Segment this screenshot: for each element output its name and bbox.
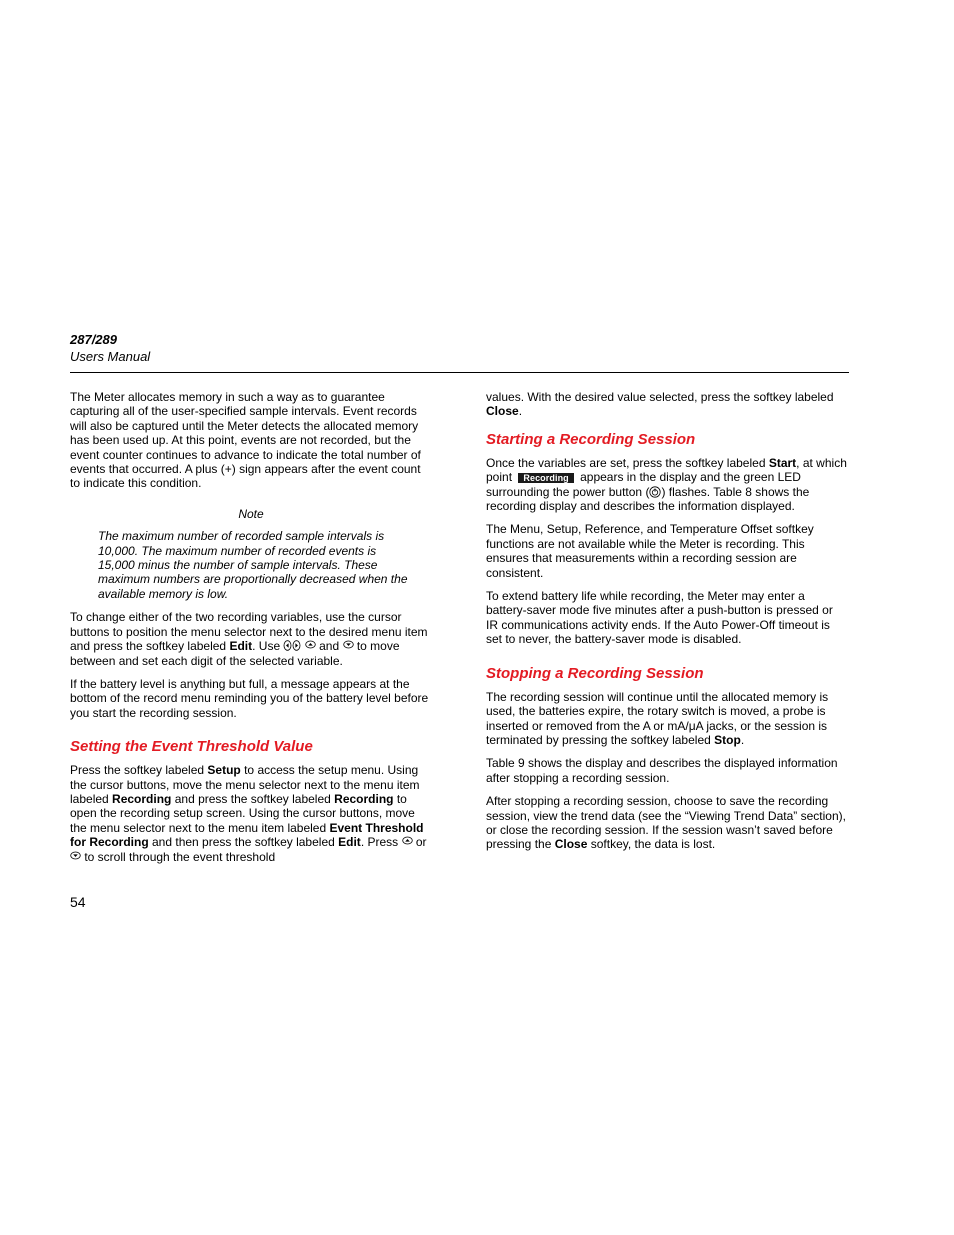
left-column (70, 390, 432, 873)
event-threshold-paragraph: Press the softkey labeled Setup to access the setup menu. Using the cursor buttons, move the menu selector next to the menu item labeled Recording and press the softkey labeled Recording to open the recording setup screen. Using the cursor buttons, move the menu selector next to the menu item labeled Event Threshold for Recording and then press the softkey labeled Edit. Press or to scroll through the event threshold (70, 763, 427, 864)
battery-level-paragraph: If the battery level is anything but full, a message appears at the bottom of the record menu reminding you of the battery level before you start the recording session. (70, 676, 429, 720)
stop-recording-paragraph: The recording session will continue until the allocated memory is used, the batteries expire, the rotary switch is moved, a probe is inserted or removed from the A or mA/μA jacks, or the session is terminated by pressing the softkey labeled Stop. (486, 689, 829, 747)
cursor-down-icon (343, 640, 354, 651)
softkey-availability-paragraph: The Menu, Setup, Reference, and Temperature Offset softkey functions are not available while the Meter is recording. This ensures that measurements within a recording session are consistent. (486, 522, 814, 580)
close-softkey-paragraph: values. With the desired value selected, press the softkey labeled Close. (486, 390, 834, 419)
recording-variables-paragraph: To change either of the two recording variables, use the cursor buttons to position the menu selector next to the desired menu item and press the softkey labeled Edit. Use and to move between and set each digit of the selected variable. (70, 610, 428, 668)
section-heading-start-recording: Starting a Recording Session (486, 430, 696, 448)
after-stopping-paragraph: After stopping a recording session, choose to save the recording session, view the trend data (see the “Viewing Trend Data” section), or close the recording session. If the session wasn’t saved before pressing the Close softkey, the data is lost. (486, 794, 846, 852)
table9-paragraph: Table 9 shows the display and describes the displayed information after stopping a recording session. (486, 756, 838, 785)
cursor-up-icon (305, 640, 316, 651)
right-column (486, 390, 848, 861)
model-number: 287/289 (70, 332, 117, 347)
battery-saver-paragraph: To extend battery life while recording, the Meter may enter a battery-saver mode five minutes after a push-button is pressed or IR communications activity ends. If the Auto Power-Off timeout is set to never, the battery-saver mode is disabled. (486, 589, 833, 647)
page-header (70, 331, 849, 365)
note-body: The maximum number of recorded sample intervals is 10,000. The maximum number of recorded events is 15,000 minus the number of sample intervals. These maximum numbers are proportionally decreased when the available memory is low. (98, 529, 408, 601)
recording-indicator-badge: Recording (518, 473, 573, 483)
manual-title: Users Manual (70, 349, 151, 364)
section-heading-event-threshold: Setting the Event Threshold Value (70, 738, 313, 756)
memory-allocation-paragraph: The Meter allocates memory in such a way as to guarantee capturing all of the user-specified sample intervals. Event records will also be captured until the Meter detects the allocated memory has been used up. At this point, events are not recorded, but the event counter continues to advance to indicate the total number of events that occurred. A plus (+) sign appears after the event count to indicate this condition. (70, 390, 421, 491)
power-button-icon (649, 486, 661, 498)
start-recording-paragraph: Once the variables are set, press the softkey labeled Start, at which point Recording appears in the display and the green LED surrounding the power button ( ) flashes. Table 8 shows the recording display and describes the information displayed. (486, 455, 847, 514)
cursor-left-icon (283, 640, 292, 651)
cursor-up-icon (402, 836, 413, 847)
cursor-down-icon (70, 851, 81, 862)
note-title: Note (238, 506, 264, 521)
section-heading-stop-recording: Stopping a Recording Session (486, 664, 704, 682)
header-rule (70, 372, 849, 373)
page-number: 54 (70, 894, 86, 910)
cursor-right-icon (292, 640, 301, 651)
